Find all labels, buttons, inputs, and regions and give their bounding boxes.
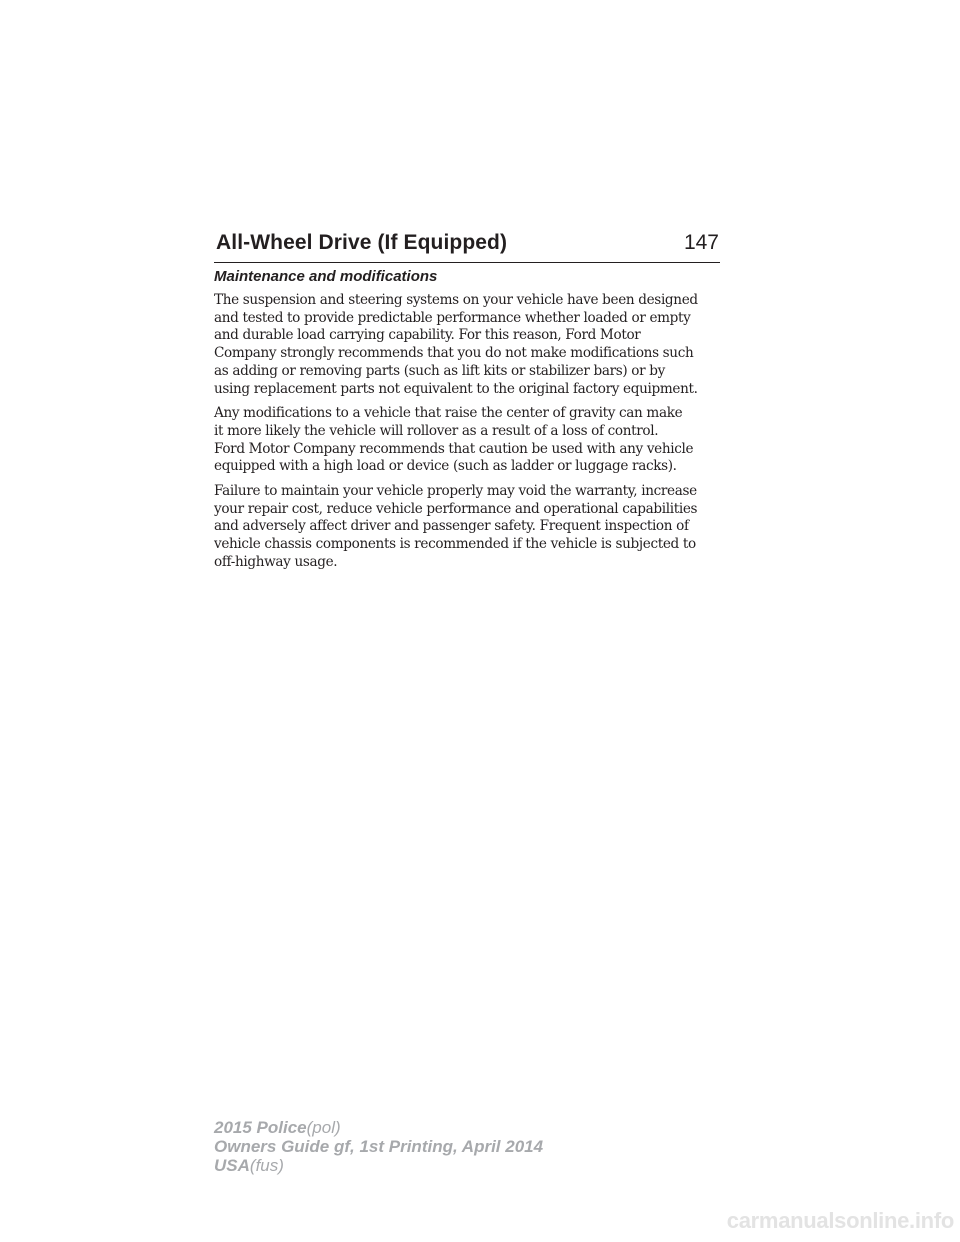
chapter-title: All-Wheel Drive (If Equipped) [216,231,508,254]
paragraph-modifications [214,405,722,476]
footer-line-market [214,1156,543,1175]
text-line: The suspension and steering systems on your vehicle have been designed [214,292,698,308]
footer-market-code: (fus) [249,1156,284,1175]
text-line: and durable load carrying capability. For this reason, Ford Motor [214,327,641,344]
text-line: using replacement parts not equivalent to the original factory equipment. [214,380,698,397]
text-line: your repair cost, reduce vehicle performance and operational capabilities [214,500,698,517]
page-header [214,228,720,263]
footer-model-code: (pol) [306,1118,341,1137]
footer-line-printing: Owners Guide gf, 1st Printing, April 2014 [214,1137,544,1156]
page-content [214,267,722,579]
text-line: off-highway usage. [214,553,338,570]
footer-model: 2015 Police [214,1118,307,1137]
paragraph-maintenance [214,483,722,572]
page-number: 147 [683,231,719,254]
text-line: Failure to maintain your vehicle properly may void the warranty, increase [214,483,697,500]
text-line: Any modifications to a vehicle that raise the center of gravity can make [214,405,683,422]
text-line: and adversely affect driver and passenger safety. Frequent inspection of [214,518,689,535]
footer-line-model [214,1118,543,1137]
text-line: Company strongly recommends that you do not make modifications such [214,345,694,362]
text-line: it more likely the vehicle will rollover as a result of a loss of control. [214,422,659,439]
text-line: vehicle chassis components is recommended if the vehicle is subjected to [214,536,696,553]
site-watermark: carmanualsonline.info [726,1208,954,1233]
print-footer [214,1118,543,1175]
text-line: and tested to provide predictable performance whether loaded or empty [214,309,691,326]
section-heading: Maintenance and modifications [214,268,438,285]
footer-market: USA [214,1156,250,1175]
paragraph-suspension [214,292,722,398]
text-line: as adding or removing parts (such as lift kits or stabilizer bars) or by [214,362,665,379]
text-line: Ford Motor Company recommends that caution be used with any vehicle [214,440,694,457]
text-line: equipped with a high load or device (such as ladder or luggage racks). [214,458,677,475]
